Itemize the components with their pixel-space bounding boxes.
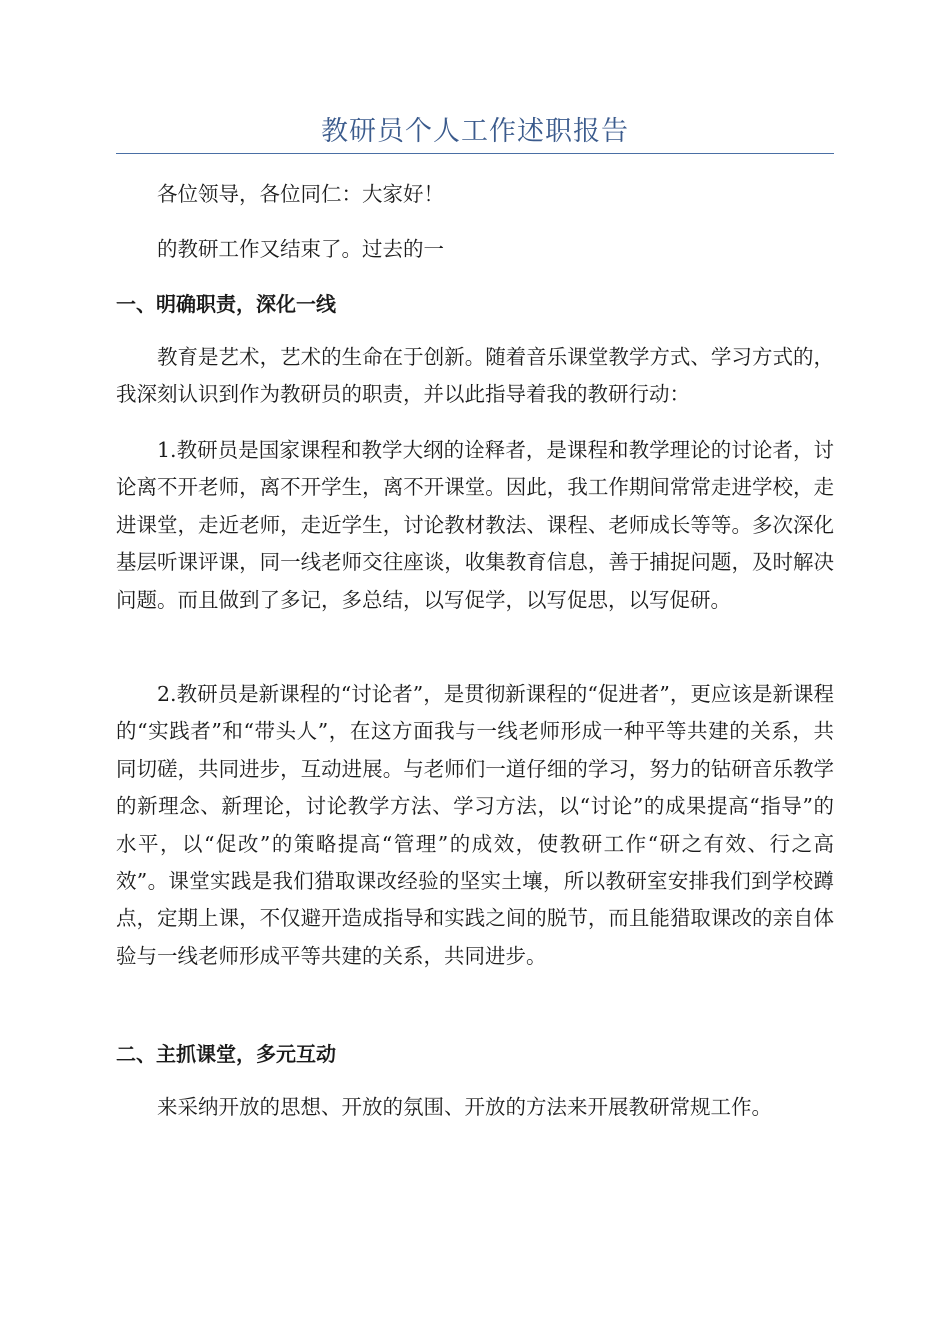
section-1-paragraph-2: 1.教研员是国家课程和教学大纲的诠释者，是课程和教学理论的讨论者，讨论离不开老师，离不开学生，离不开课堂。因此，我工作期间常常走进学校，走进课堂，走近老师，走近学生，讨论教材教法、课程、老师成长等等。多次深化基层听课评课，同一线老师交往座谈，收集教育信息，善于捕捉问题，及时解决问题。而且做到了多记，多总结，以写促学，以写促思，以写促研。 bbox=[116, 438, 834, 612]
greeting-paragraph: 各位领导，各位同仁：大家好！ bbox=[157, 182, 444, 206]
document-title: 教研员个人工作述职报告 bbox=[321, 116, 629, 147]
section-1-paragraph-1: 教育是艺术，艺术的生命在于创新。随着音乐课堂教学方式、学习方式的，我深刻认识到作为教研员的职责，并以此指导着我的教研行动： bbox=[116, 345, 834, 407]
section-2-heading: 二、主抓课堂，多元互动 bbox=[116, 1042, 336, 1066]
section-2-paragraph-1: 来采纳开放的思想、开放的氛围、开放的方法来开展教研常规工作。 bbox=[157, 1095, 772, 1119]
section-1-heading: 一、明确职责，深化一线 bbox=[116, 292, 336, 316]
section-1-paragraph-3: 2.教研员是新课程的“讨论者”，是贯彻新课程的“促进者”，更应该是新课程的“实践者”和“带头人”，在这方面我与一线老师形成一种平等共建的关系，共同切磋，共同进步，互动进展。与老师们一道仔细的学习，努力的钻研音乐教学的新理念、新理论，讨论教学方法、学习方法，以“讨论”的成果提高“指导”的水平，以“促改”的策略提高“管理”的成效，使教研工作“研之有效、行之高效”。课堂实践是我们猎取课改经验的坚实土壤，所以教研室安排我们到学校蹲点，定期上课，不仅避开造成指导和实践之间的脱节，而且能猎取课改的亲自体验与一线老师形成平等共建的关系，共同进步。 bbox=[116, 682, 834, 968]
title-underline bbox=[116, 153, 834, 154]
intro-paragraph: 的教研工作又结束了。过去的一 bbox=[157, 237, 444, 261]
